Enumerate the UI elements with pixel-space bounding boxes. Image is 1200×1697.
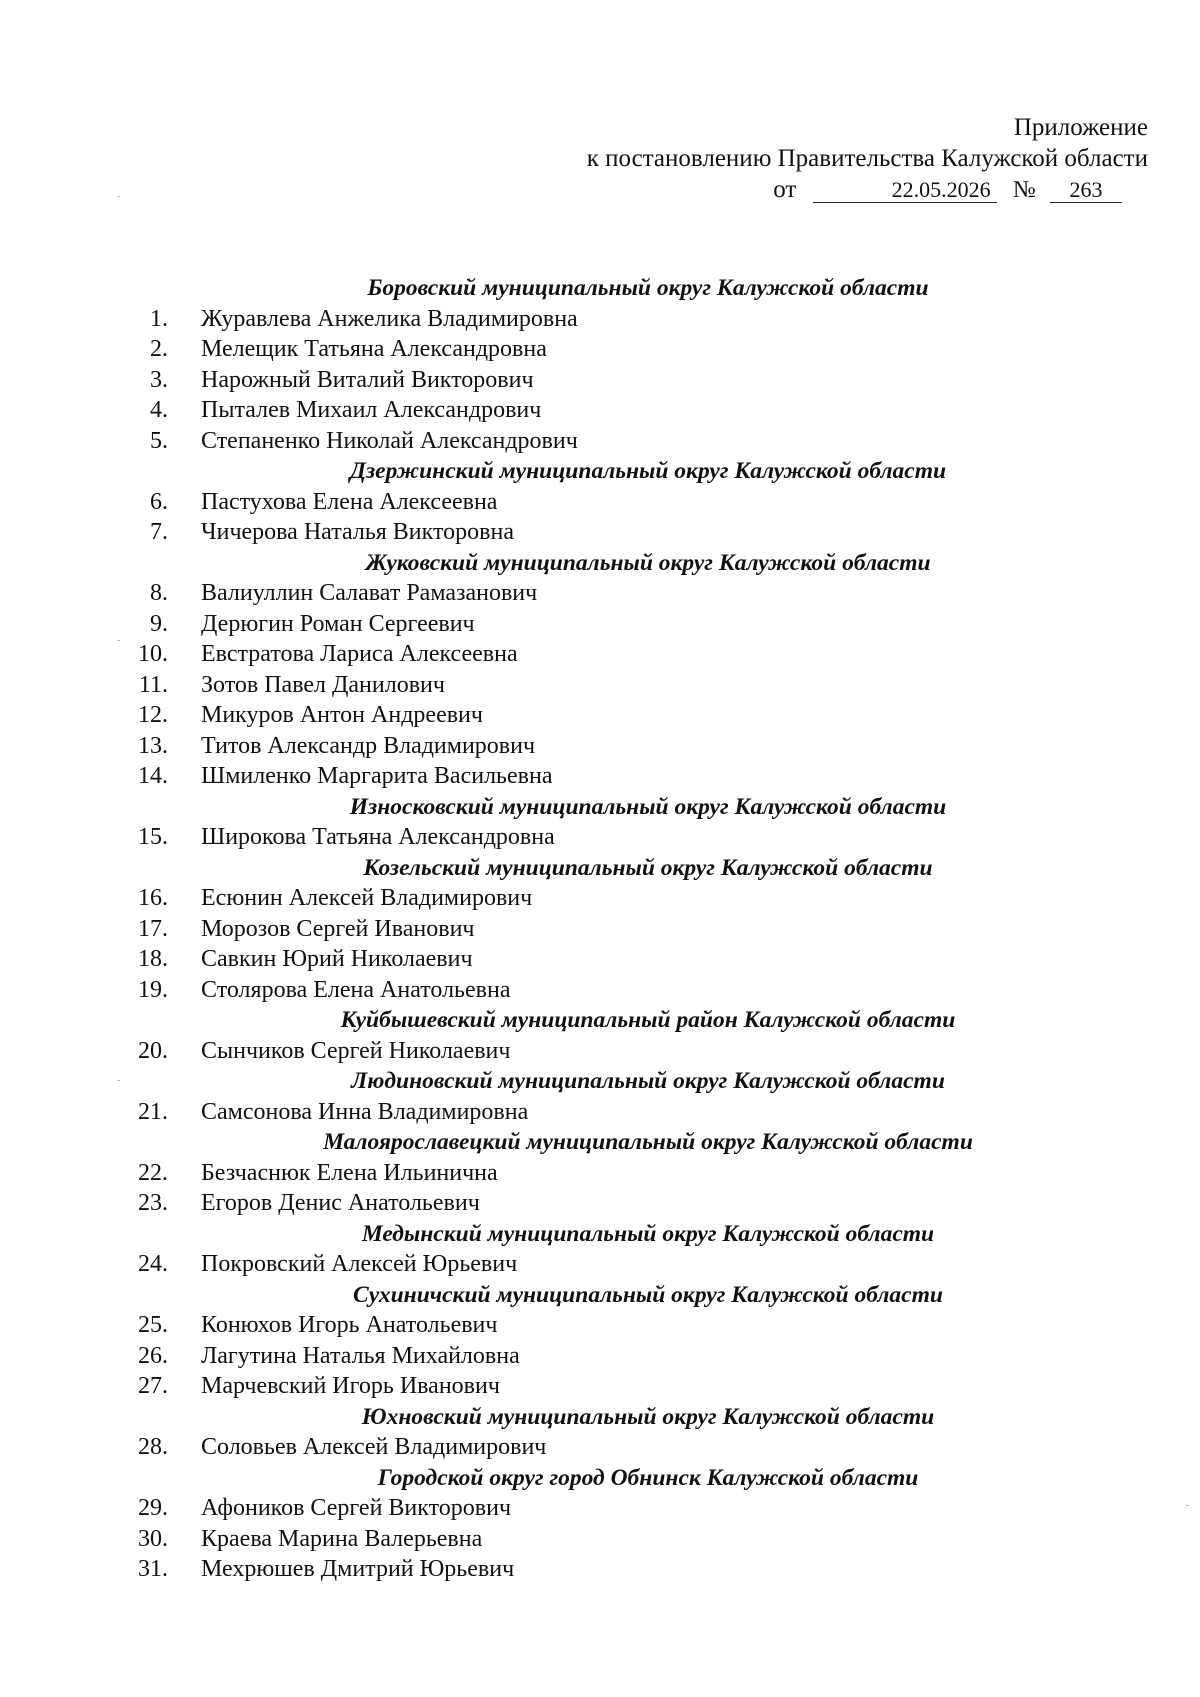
- appendix-title: Приложение: [1013, 114, 1148, 141]
- list-item: [0, 761, 1200, 792]
- item-number: 5.: [150, 427, 168, 454]
- appendix-subtitle: к постановлению Правительства Калужской области: [586, 145, 1148, 172]
- item-number: 20.: [138, 1037, 168, 1064]
- item-number: 2.: [150, 336, 168, 362]
- list-item: [0, 1341, 1200, 1372]
- list-item: [0, 578, 1200, 609]
- person-name: Мелещик Татьяна Александровна: [201, 336, 547, 362]
- item-number: 10.: [138, 641, 168, 667]
- list-item: [0, 1310, 1200, 1341]
- list-item: [0, 365, 1200, 396]
- list-item: [0, 1158, 1200, 1189]
- appendix-header: [587, 112, 1148, 206]
- person-name: Марчевский Игорь Иванович: [201, 1373, 500, 1399]
- list-item: [0, 883, 1200, 914]
- item-number: 23.: [138, 1190, 168, 1216]
- list-item: [0, 975, 1200, 1006]
- list-item: [0, 1554, 1200, 1585]
- district-group: [0, 792, 1200, 853]
- item-number: 9.: [150, 610, 168, 637]
- district-group: [0, 1280, 1200, 1402]
- item-number: 1.: [150, 305, 168, 332]
- item-number: 16.: [138, 885, 168, 911]
- item-number: 18.: [138, 946, 168, 972]
- item-number: 21.: [138, 1098, 168, 1125]
- person-name: Микуров Антон Андреевич: [201, 702, 483, 728]
- scan-mark: [117, 640, 120, 641]
- list-item: [0, 670, 1200, 701]
- item-number: 14.: [138, 763, 168, 789]
- list-item: [0, 1188, 1200, 1219]
- district-heading: Боровский муниципальный округ Калужской области: [367, 275, 929, 301]
- person-name: Евстратова Лариса Алексеевна: [201, 641, 518, 667]
- list-item: [0, 700, 1200, 731]
- list-item: [0, 639, 1200, 670]
- item-number: 17.: [138, 915, 168, 942]
- item-number: 3.: [150, 366, 168, 393]
- document-number: 263: [1050, 178, 1122, 203]
- item-number: 15.: [138, 824, 168, 850]
- list-item: [0, 487, 1200, 518]
- person-name: Сынчиков Сергей Николаевич: [201, 1037, 511, 1064]
- item-number: 29.: [138, 1495, 168, 1521]
- item-number: 26.: [138, 1342, 168, 1369]
- list-item: [0, 304, 1200, 335]
- list-item: [0, 1097, 1200, 1128]
- person-name: Афоников Сергей Викторович: [201, 1495, 512, 1521]
- person-name: Соловьев Алексей Владимирович: [201, 1434, 547, 1460]
- item-number: 13.: [138, 732, 168, 759]
- district-heading: Медынский муниципальный округ Калужской области: [361, 1220, 935, 1247]
- list-item: [0, 1249, 1200, 1280]
- item-number: 11.: [138, 671, 168, 698]
- person-name: Егоров Денис Анатольевич: [201, 1190, 480, 1216]
- district-heading: Юхновский муниципальный округ Калужской области: [361, 1403, 935, 1430]
- list-item: [0, 426, 1200, 457]
- person-name: Есюнин Алексей Владимирович: [201, 885, 533, 911]
- person-name: Безчаснюк Елена Ильинична: [201, 1159, 498, 1186]
- district-heading: Сухиничский муниципальный округ Калужской области: [353, 1281, 943, 1308]
- list-item: [0, 1524, 1200, 1555]
- person-name: Морозов Сергей Иванович: [201, 915, 475, 942]
- item-number: 19.: [138, 976, 168, 1003]
- person-name: Титов Александр Владимирович: [201, 732, 536, 759]
- district-heading: Малоярославецкий муниципальный округ Калужской области: [323, 1129, 973, 1155]
- person-name: Савкин Юрий Николаевич: [201, 946, 473, 972]
- district-heading: Козельский муниципальный округ Калужской области: [363, 854, 933, 881]
- person-name: Нарожный Виталий Викторович: [201, 366, 534, 393]
- district-group: [0, 1066, 1200, 1127]
- item-number: 4.: [150, 397, 168, 423]
- district-group: [0, 456, 1200, 548]
- item-number: 27.: [138, 1373, 168, 1399]
- district-group: [0, 273, 1200, 456]
- list-item: [0, 395, 1200, 426]
- district-heading: Жуковский муниципальный округ Калужской области: [365, 549, 931, 576]
- list-item: [0, 1371, 1200, 1402]
- list-item: [0, 517, 1200, 548]
- district-group: [0, 548, 1200, 792]
- scan-mark: [1186, 1505, 1189, 1506]
- members-list: [0, 273, 1200, 1585]
- person-name: Столярова Елена Анатольевна: [201, 976, 511, 1003]
- person-name: Самсонова Инна Владимировна: [201, 1098, 529, 1125]
- person-name: Краева Марина Валерьевна: [201, 1525, 483, 1552]
- person-name: Конюхов Игорь Анатольевич: [201, 1312, 498, 1338]
- item-number: 6.: [150, 488, 168, 515]
- from-label: от: [773, 176, 797, 203]
- list-item: [0, 822, 1200, 853]
- item-number: 24.: [138, 1251, 168, 1277]
- person-name: Степаненко Николай Александрович: [201, 427, 578, 454]
- item-number: 12.: [138, 702, 168, 728]
- item-number: 25.: [138, 1312, 168, 1338]
- person-name: Лагутина Наталья Михайловна: [201, 1342, 520, 1369]
- district-group: [0, 1127, 1200, 1219]
- district-group: [0, 1463, 1200, 1585]
- district-group: [0, 853, 1200, 1006]
- district-group: [0, 1219, 1200, 1280]
- person-name: Мехрюшев Дмитрий Юрьевич: [201, 1556, 515, 1582]
- person-name: Шмиленко Маргарита Васильевна: [201, 763, 553, 789]
- item-number: 31.: [138, 1556, 168, 1582]
- list-item: [0, 334, 1200, 365]
- number-sign: №: [1012, 177, 1036, 203]
- person-name: Широкова Татьяна Александровна: [201, 824, 555, 850]
- district-heading: Куйбышевский муниципальный район Калужской области: [340, 1007, 956, 1033]
- district-heading: Дзержинский муниципальный округ Калужской области: [349, 458, 947, 484]
- list-item: [0, 944, 1200, 975]
- document-date: 22.05.2026: [813, 178, 997, 203]
- person-name: Валиуллин Салават Рамазанович: [201, 580, 538, 606]
- item-number: 7.: [150, 519, 168, 545]
- item-number: 30.: [138, 1525, 168, 1552]
- district-group: [0, 1005, 1200, 1066]
- list-item: [0, 914, 1200, 945]
- list-item: [0, 609, 1200, 640]
- person-name: Пастухова Елена Алексеевна: [201, 488, 498, 515]
- date-number-line: [587, 174, 1148, 206]
- list-item: [0, 1493, 1200, 1524]
- list-item: [0, 731, 1200, 762]
- list-item: [0, 1432, 1200, 1463]
- district-heading: Износковский муниципальный округ Калужской области: [349, 793, 947, 820]
- person-name: Покровский Алексей Юрьевич: [201, 1251, 518, 1277]
- list-item: [0, 1036, 1200, 1067]
- person-name: Зотов Павел Данилович: [201, 671, 445, 698]
- district-heading: Городской округ город Обнинск Калужской области: [377, 1464, 919, 1491]
- scan-mark: [117, 196, 120, 197]
- person-name: Пыталев Михаил Александрович: [201, 397, 542, 423]
- item-number: 8.: [150, 580, 168, 606]
- item-number: 28.: [138, 1434, 168, 1460]
- scan-mark: [117, 1080, 120, 1081]
- person-name: Чичерова Наталья Викторовна: [201, 519, 514, 545]
- district-heading: Людиновский муниципальный округ Калужской области: [351, 1068, 945, 1094]
- district-group: [0, 1402, 1200, 1463]
- person-name: Журавлева Анжелика Владимировна: [201, 305, 578, 332]
- item-number: 22.: [138, 1159, 168, 1186]
- person-name: Дерюгин Роман Сергеевич: [201, 610, 475, 637]
